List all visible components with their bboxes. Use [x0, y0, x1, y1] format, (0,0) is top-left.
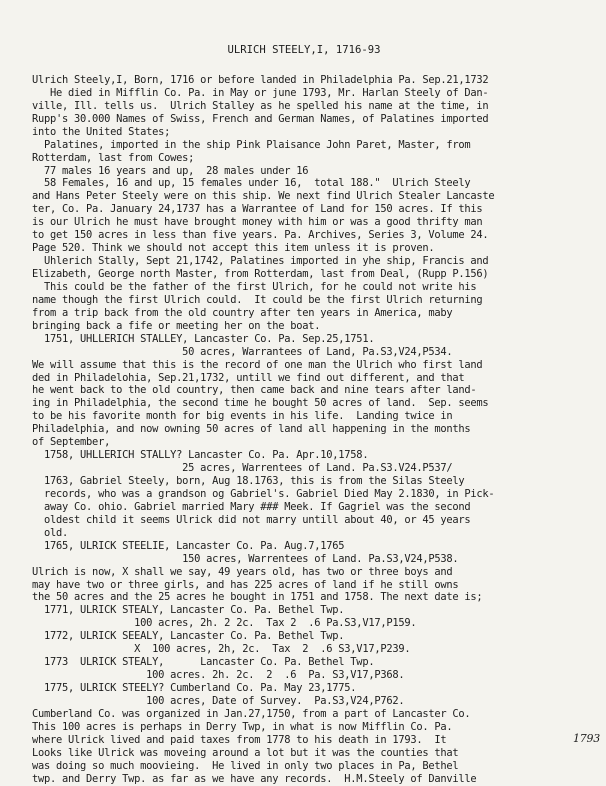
text-line: 1765, ULRICK STEELIE, Lancaster Co. Pa. Aug.7,1765 — [32, 539, 345, 552]
text-line: 25 acres, Warrentees of Land. Pa.S3.V24.P537/ — [32, 462, 453, 475]
text-line: He died in Mifflin Co. Pa. in May or june 1793, Mr. Harlan Steely of Dan- — [32, 86, 489, 99]
text-line: 1758, UHLLERICH STALLY? Lancaster Co. Pa. Apr.10,1758. — [32, 449, 369, 462]
text-line: This could be the father of the first Ulrich, for he could not write his — [32, 280, 477, 293]
text-line: the 50 acres and the 25 acres he bought in 1751 and 1758. The next date is; — [32, 591, 483, 604]
text-line: ville, Ill. tells us. Ulrich Stalley as he spelled his name at the time, in — [32, 99, 489, 112]
text-line: We will assume that this is the record of one man the Ulrich who first land — [32, 358, 483, 371]
text-line: 1773 ULRICK STEALY, Lancaster Co. Pa. Bethel Twp. — [32, 656, 375, 669]
text-line: where Ulrick lived and paid taxes from 1778 to his death in 1793. It — [32, 733, 447, 746]
document-body — [32, 74, 576, 786]
text-line: old. — [32, 526, 69, 539]
text-line: 1771, ULRICK STEALY, Lancaster Co. Pa. Bethel Twp. — [32, 604, 345, 617]
text-line: Ulrich is now, X shall we say, 49 years old, has two or three boys and — [32, 565, 453, 578]
text-line: 1775, ULRICK STEELY? Cumberland Co. Pa. May 23,1775. — [32, 682, 357, 695]
text-line: 77 males 16 years and up, 28 males under 16 — [32, 164, 309, 177]
text-line: ing in Philadelphia, the second time he bought 50 acres of land. Sep. seems — [32, 397, 489, 410]
text-line: oldest child it seems Ulrick did not marry untill about 40, or 45 years — [32, 513, 471, 526]
text-line: 58 Females, 16 and up, 15 females under 16, total 188." Ulrich Steely — [32, 177, 471, 190]
text-line: Philadelphia, and now owning 50 acres of land all happening in the months — [32, 423, 471, 436]
text-line: bringing back a fife or meeting her on the boat. — [32, 319, 321, 332]
text-line: 150 acres, Warrentees of Land. Pa.S3,V24,P538. — [32, 552, 459, 565]
text-line: and Hans Peter Steely were on this ship. We next find Ulrich Stealer Lancaste — [32, 190, 495, 203]
text-line: into the United States; — [32, 125, 171, 138]
text-line: records, who was a grandson og Gabriel's. Gabriel Died May 2.1830, in Pick- — [32, 487, 495, 500]
text-line: 100 acres, 2h. 2 2c. Tax 2 .6 Pa.S3,V17,P159. — [32, 617, 417, 630]
text-line: may have two or three girls, and has 225 acres of land if he still owns — [32, 578, 459, 591]
text-line: from a trip back from the old country after ten years in America, maby — [32, 306, 453, 319]
text-line: to be his favorite month for big events in his life. Landing twice in — [32, 410, 453, 423]
text-line: Rupp's 30.000 Names of Swiss, French and German Names, of Palatines imported — [32, 112, 489, 125]
text-line: 1751, UHLLERICH STALLEY, Lancaster Co. Pa. Sep.25,1751. — [32, 332, 375, 345]
text-line: was doing so much moovieing. He lived in only two places in Pa, Bethel — [32, 759, 459, 772]
text-line: name though the first Ulrich could. It could be the first Ulrich returning — [32, 293, 483, 306]
text-line: 100 acres, Date of Survey. Pa.S3,V24,P762. — [32, 694, 405, 707]
document-title: ULRICH STEELY,I, 1716-93 — [227, 44, 381, 56]
text-line: twp. and Derry Twp. as far as we have any records. H.M.Steely of Danville — [32, 772, 477, 785]
text-line: This 100 acres is perhaps in Derry Twp, in what is now Mifflin Co. Pa. — [32, 720, 453, 733]
text-line: ded in Philadelohia, Sep.21,1732, untill we find out different, and that — [32, 371, 465, 384]
text-line: Page 520. Think we should not accept this item unless it is proven. — [32, 242, 435, 255]
text-line: Elizabeth, George north Master, from Rotterdam, last from Deal, (Rupp P.156) — [32, 268, 489, 281]
text-line: to get 150 acres in less than five years. Pa. Archives, Series 3, Volume 24. — [32, 229, 489, 242]
text-line: Ulrich Steely,I, Born, 1716 or before landed in Philadelphia Pa. Sep.21,1732 — [32, 73, 489, 86]
text-line: Uhlerich Stally, Sept 21,1742, Palatines imported in yhe ship, Francis and — [32, 255, 489, 268]
text-line: is our Ulrich he must have brought money with him or was a good thrifty man — [32, 216, 483, 229]
text-line: ter, Co. Pa. January 24,1737 has a Warrantee of Land for 150 acres. If this — [32, 203, 483, 216]
text-line: Palatines, imported in the ship Pink Plaisance John Paret, Master, from — [32, 138, 471, 151]
text-line: X 100 acres, 2h, 2c. Tax 2 .6 S3,V17,P239. — [32, 643, 411, 656]
text-line: of September, — [32, 436, 111, 449]
text-line: 100 acres. 2h. 2c. 2 .6 Pa. S3,V17,P368. — [32, 669, 405, 682]
text-line: Cumberland Co. was organized in Jan.27,1750, from a part of Lancaster Co. — [32, 707, 471, 720]
text-line: he went back to the old country, then came back and nine tears after land- — [32, 384, 477, 397]
text-line: Looks like Ulrick was moveing around a lot but it was the counties that — [32, 746, 459, 759]
text-line: 50 acres, Warrantees of Land, Pa.S3,V24,P534. — [32, 345, 453, 358]
text-line: 1763, Gabriel Steely, born, Aug 18.1763, this is from the Silas Steely — [32, 475, 465, 488]
handwritten-margin-note: 1793 — [573, 732, 600, 745]
text-line: 1772, ULRICK SEEALY, Lancaster Co. Pa. Bethel Twp. — [32, 630, 345, 643]
text-line: away Co. ohio. Gabriel married Mary ### Meek. If Gagriel was the second — [32, 500, 471, 513]
text-line: Rotterdam, last from Cowes; — [32, 151, 195, 164]
